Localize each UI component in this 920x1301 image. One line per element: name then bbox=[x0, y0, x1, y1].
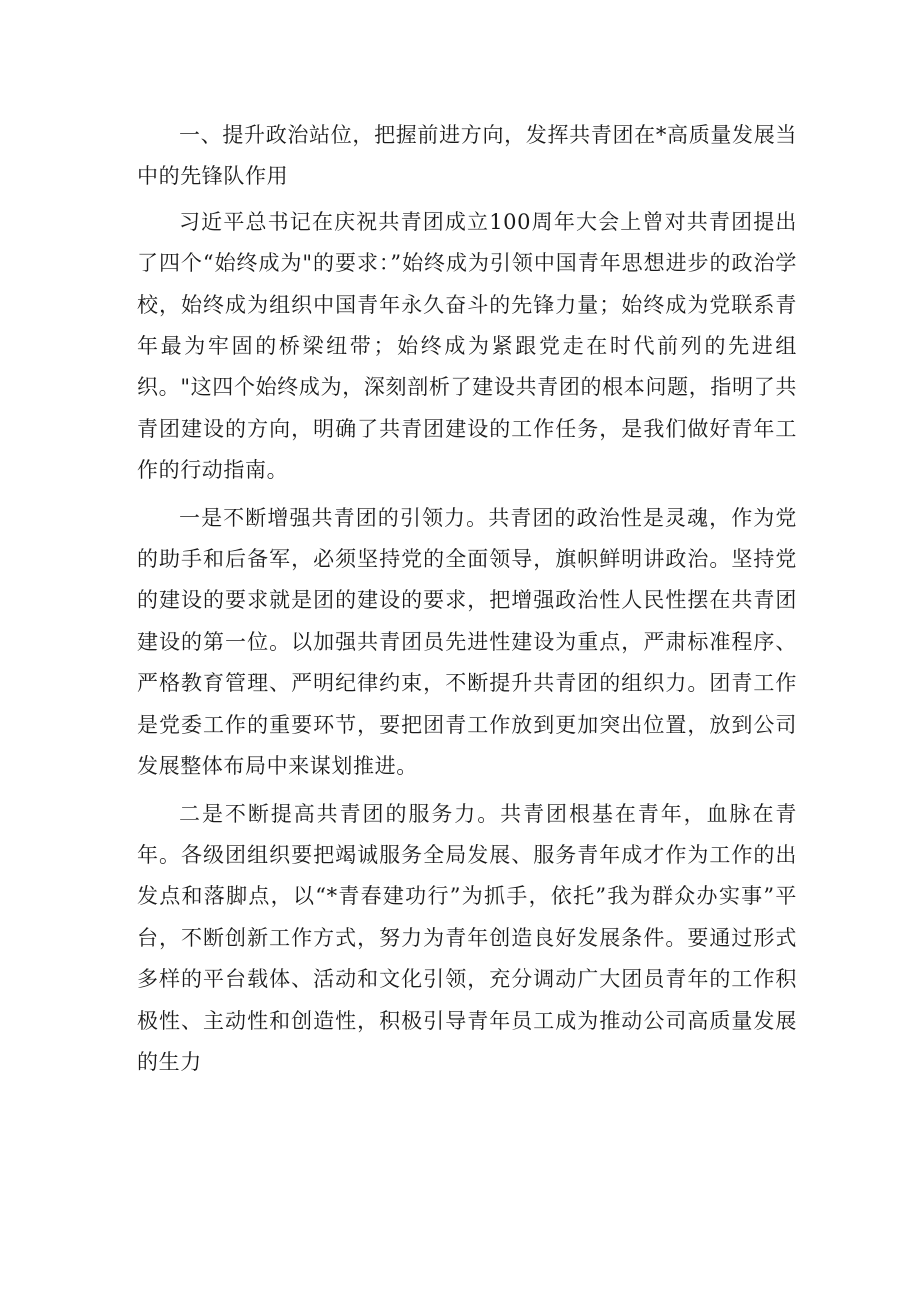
document-body bbox=[137, 115, 797, 1083]
section-heading: 一、提升政治站位，把握前进方向，发挥共青团在*高质量发展当中的先锋队作用 bbox=[137, 123, 797, 189]
paragraph-1: 习近平总书记在庆祝共青团成立100周年大会上曾对共青团提出了四个“始终成为"的要求：”始终成为引领中国青年思想进步的政治学校，始终成为组织中国青年永久奋斗的先锋力量；始终成为党联系青年最为牢固的桥梁纽带；始终成为紧跟党走在时代前列的先进组织。"这四个始终成为，深刻剖析了建设共青团的根本问题，指明了共青团建设的方向，明确了共青团建设的工作任务，是我们做好青年工作的行动指南。 bbox=[137, 209, 797, 483]
paragraph-2: 一是不断增强共青团的引领力。共青团的政治性是灵魂，作为党的助手和后备军，必须坚持党的全面领导，旗帜鲜明讲政治。坚持党的建设的要求就是团的建设的要求，把增强政治性人民性摆在共青团建设的第一位。以加强共青团员先进性建设为重点，严肃标准程序、严格教育管理、严明纪律约束，不断提升共青团的组织力。团青工作是党委工作的重要环节，要把团青工作放到更加突出位置，放到公司发展整体布局中来谋划推进。 bbox=[137, 505, 797, 779]
paragraph-3: 二是不断提高共青团的服务力。共青团根基在青年，血脉在青年。各级团组织要把竭诚服务全局发展、服务青年成才作为工作的出发点和落脚点，以“*青春建功行”为抓手，依托”我为群众办实事”平台，不断创新工作方式，努力为青年创造良好发展条件。要通过形式多样的平台载体、活动和文化引领，充分调动广大团员青年的工作积极性、主动性和创造性，积极引导青年员工成为推动公司高质量发展的生力 bbox=[137, 801, 797, 1074]
